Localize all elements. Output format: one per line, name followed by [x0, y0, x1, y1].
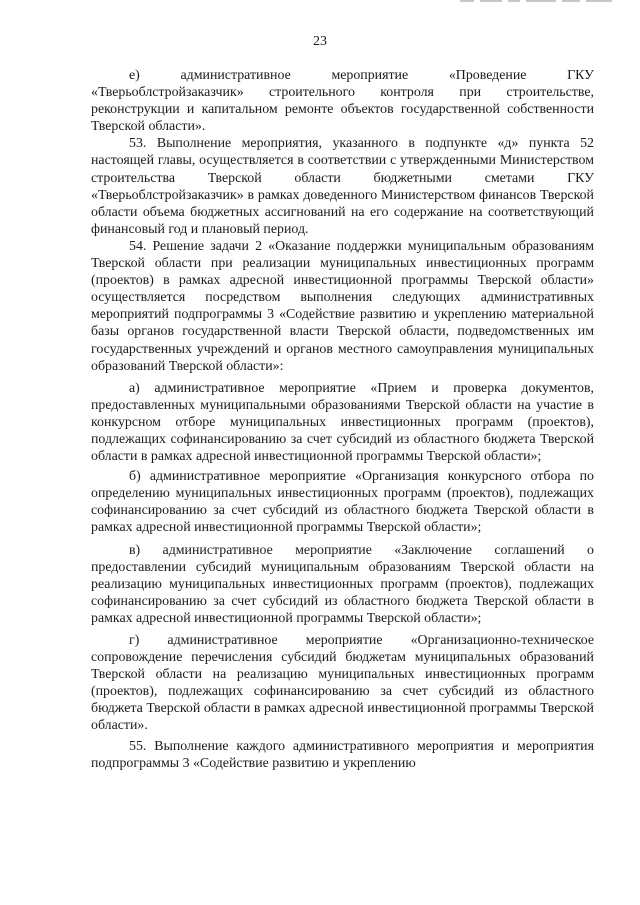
paragraph-item-g: г) административное мероприятие «Организационно-техническое сопровождение перечисления субсидий бюджетам муниципальных образований Тверской области на реализацию муниципальных инвестиционных программ (проектов), подлежащих софинансированию за счет субсидий из областного бюджета Тверской области в рамках адресной инвестиционной программы Тверской области».	[91, 633, 594, 734]
paragraph-55: 55. Выполнение каждого административного мероприятия и мероприятия подпрограммы 3 «Содействие развитию и укреплению	[91, 738, 594, 771]
paragraph-54: 54. Решение задачи 2 «Оказание поддержки муниципальным образованиям Тверской области при реализации муниципальных инвестиционных программ (проектов) в рамках адресной инвестиционной программы Тверской области» осуществляется посредством выполнения следующих административных мероприятий подпрограммы 3 «Содействие развитию и укреплению материальной базы органов государственной власти Тверской области, подведомственных им государственных учреждений и органов местного самоуправления муниципальных образований Тверской области»:	[91, 238, 594, 374]
paragraph-item-v: в) административное мероприятие «Заключение соглашений о предоставлении субсидий муниципальным образованиям Тверской области на реализацию муниципальных инвестиционных программ (проектов), подлежащих софинансированию за счет субсидий из областного бюджета Тверской области в рамках адресной инвестиционной программы Тверской области»;	[91, 542, 594, 626]
page-number: 23	[313, 34, 327, 49]
paragraph-item-a: а) административное мероприятие «Прием и проверка документов, предоставленных муниципальными образованиями Тверской области на участие в конкурсном отборе муниципальных инвестиционных программ (проектов), подлежащих софинансированию за счет субсидий из областного бюджета Тверской области в рамках адресной инвестиционной программы Тверской области»;	[91, 380, 594, 465]
scan-edge-marks	[432, 0, 612, 5]
paragraph-item-b: б) административное мероприятие «Организация конкурсного отбора по определению муниципальных инвестиционных программ (проектов), подлежащих софинансированию за счет субсидий из областного бюджета Тверской области в рамках адресной инвестиционной программы Тверской области»;	[91, 469, 594, 536]
paragraph-53: 53. Выполнение мероприятия, указанного в подпункте «д» пункта 52 настоящей главы, осуществляется в соответствии с утвержденными Министерством строительства Тверской области бюджетными сметами ГКУ «Тверьоблстройзаказчик» в рамках доведенного Министерством финансов Тверской области объема бюджетных ассигнований на его содержание на соответствующий финансовый год и плановый период.	[91, 136, 594, 237]
document-body	[91, 67, 594, 772]
paragraph-item-e: е) административное мероприятие «Проведение ГКУ «Тверьоблстройзаказчик» строительного контроля при строительстве, реконструкции и капитальном ремонте объектов государственной собственности Тверской области».	[91, 68, 594, 135]
